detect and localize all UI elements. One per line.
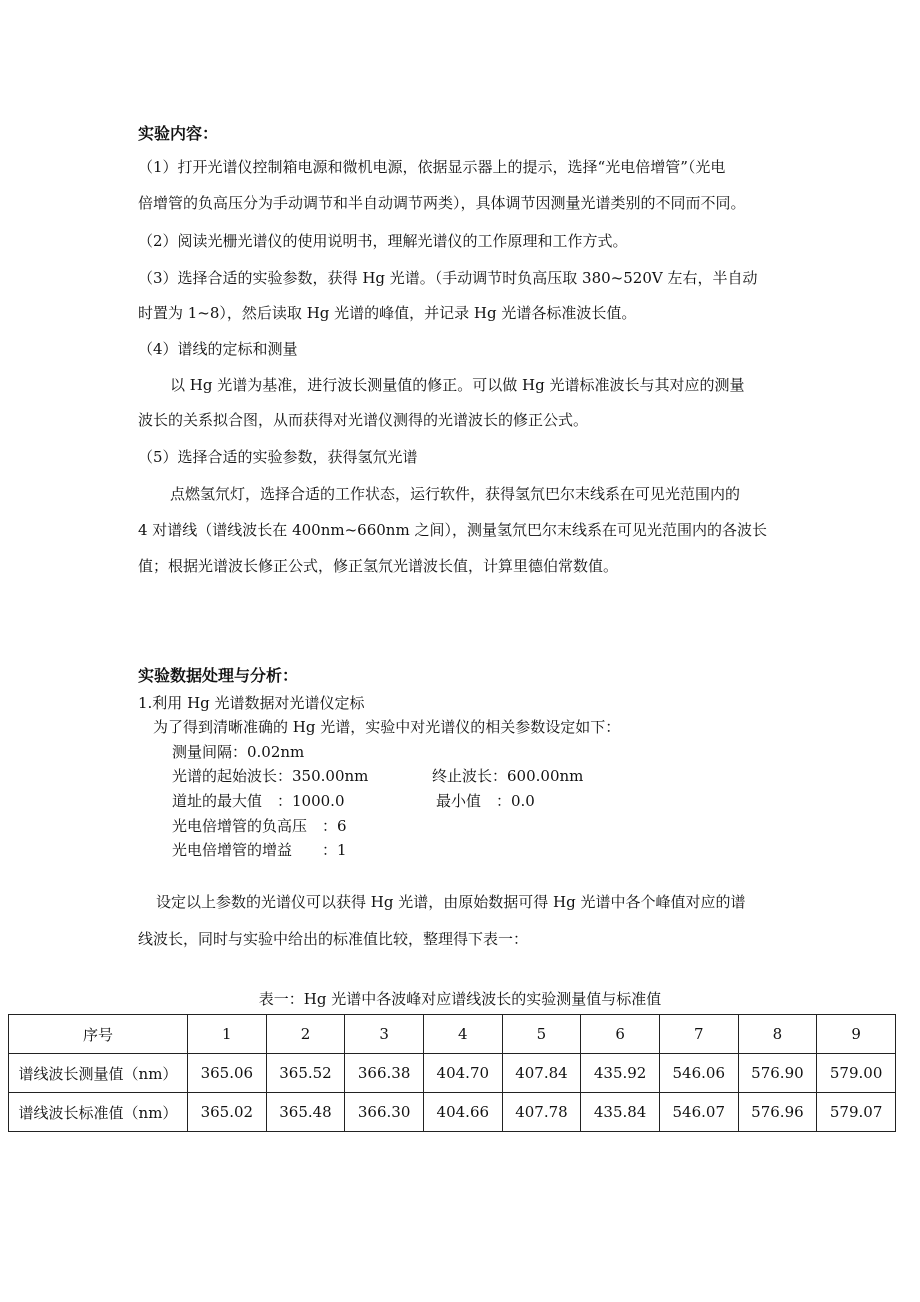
- paragraph-line: 4 对谱线（谱线波长在 400nm~660nm 之间），测量氢氘巴尔末线系在可见光范围内的各波长: [138, 521, 767, 539]
- table-row: [9, 1054, 896, 1093]
- table-cell: 序号: [9, 1015, 188, 1054]
- paragraph-line: 以 Hg 光谱为基准，进行波长测量值的修正。可以做 Hg 光谱标准波长与其对应的测量: [170, 376, 745, 394]
- table-cell: 6: [581, 1015, 660, 1054]
- paragraph-line: 时置为 1~8），然后读取 Hg 光谱的峰值，并记录 Hg 光谱各标准波长值。: [138, 304, 637, 322]
- paragraph-line: （2）阅读光栅光谱仪的使用说明书，理解光谱仪的工作原理和工作方式。: [138, 232, 628, 250]
- table-cell: 9: [817, 1015, 896, 1054]
- table-cell: 576.96: [738, 1093, 817, 1132]
- table-cell: 谱线波长测量值（nm）: [9, 1054, 188, 1093]
- table-caption: 表一：Hg 光谱中各波峰对应谱线波长的实验测量值与标准值: [258, 990, 662, 1008]
- paragraph-line: 设定以上参数的光谱仪可以获得 Hg 光谱，由原始数据可得 Hg 光谱中各个峰值对应的谱: [156, 893, 746, 911]
- param-high-voltage: 光电倍增管的负高压 ：6: [172, 817, 347, 835]
- table-cell: 1: [188, 1015, 267, 1054]
- param-interval: 测量间隔：0.02nm: [172, 743, 305, 761]
- section-title-content: 实验内容：: [138, 124, 219, 143]
- table-cell: 8: [738, 1015, 817, 1054]
- paragraph-line: （1）打开光谱仪控制箱电源和微机电源，依据显示器上的提示，选择“光电倍增管”（光电: [138, 158, 726, 176]
- table-cell: 365.48: [266, 1093, 345, 1132]
- table-cell: 546.07: [659, 1093, 738, 1132]
- paragraph-line: 倍增管的负高压分为手动调节和半自动调节两类），具体调节因测量光谱类别的不同而不同。: [138, 194, 746, 212]
- paragraph-line: 值；根据光谱波长修正公式，修正氢氘光谱波长值，计算里德伯常数值。: [138, 557, 619, 575]
- table-cell: 576.90: [738, 1054, 817, 1093]
- table-cell: 365.02: [188, 1093, 267, 1132]
- paragraph-line: （3）选择合适的实验参数，获得 Hg 光谱。（手动调节时负高压取 380~520V 左右，半自动: [138, 269, 758, 287]
- table-cell: 366.38: [345, 1054, 424, 1093]
- table-cell: 365.06: [188, 1054, 267, 1093]
- data-table: [8, 1014, 896, 1132]
- section-title-analysis: 实验数据处理与分析：: [138, 666, 299, 685]
- table-cell: 579.00: [817, 1054, 896, 1093]
- paragraph-line: 线波长，同时与实验中给出的标准值比较，整理得下表一：: [138, 930, 529, 948]
- table-cell: 546.06: [659, 1054, 738, 1093]
- intro-line: 为了得到清晰准确的 Hg 光谱，实验中对光谱仪的相关参数设定如下：: [153, 718, 621, 736]
- table-cell: 5: [502, 1015, 581, 1054]
- table-cell: 4: [423, 1015, 502, 1054]
- subsection-title: 1.利用 Hg 光谱数据对光谱仪定标: [138, 694, 365, 712]
- table-cell: 365.52: [266, 1054, 345, 1093]
- table-cell: 407.84: [502, 1054, 581, 1093]
- table-cell: 404.70: [423, 1054, 502, 1093]
- param-end-wavelength: 终止波长：600.00nm: [432, 767, 584, 785]
- paragraph-line: 点燃氢氘灯，选择合适的工作状态，运行软件，获得氢氘巴尔末线系在可见光范围内的: [170, 485, 741, 503]
- table-cell: 2: [266, 1015, 345, 1054]
- table-cell: 435.84: [581, 1093, 660, 1132]
- table-cell: 435.92: [581, 1054, 660, 1093]
- table-cell: 407.78: [502, 1093, 581, 1132]
- table-cell: 579.07: [817, 1093, 896, 1132]
- table-cell: 366.30: [345, 1093, 424, 1132]
- param-min-channel: 最小值 ：0.0: [436, 792, 535, 810]
- table-cell: 3: [345, 1015, 424, 1054]
- paragraph-line: 波长的关系拟合图，从而获得对光谱仪测得的光谱波长的修正公式。: [138, 411, 589, 429]
- param-max-channel: 道址的最大值 ：1000.0: [172, 792, 345, 810]
- param-start-wavelength: 光谱的起始波长：350.00nm: [172, 767, 369, 785]
- table-cell: 谱线波长标准值（nm）: [9, 1093, 188, 1132]
- table-cell: 7: [659, 1015, 738, 1054]
- table-header-row: [9, 1015, 896, 1054]
- paragraph-line: （5）选择合适的实验参数，获得氢氘光谱: [138, 448, 418, 466]
- paragraph-line: （4）谱线的定标和测量: [138, 340, 298, 358]
- table-cell: 404.66: [423, 1093, 502, 1132]
- table-row: [9, 1093, 896, 1132]
- param-gain: 光电倍增管的增益 ：1: [172, 841, 347, 859]
